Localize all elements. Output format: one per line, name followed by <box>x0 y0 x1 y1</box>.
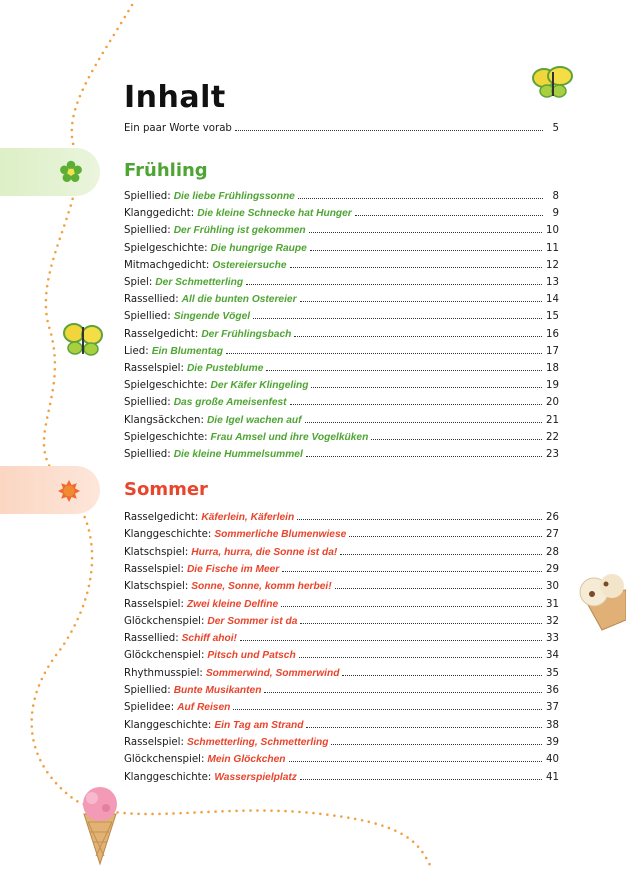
toc-entry-title: All die bunten Ostereier <box>181 294 297 306</box>
toc-entry-page: 15 <box>546 311 559 323</box>
summer-toc-entry[interactable] <box>124 529 559 546</box>
toc-entry-page: 31 <box>546 598 559 610</box>
toc-entry-label: Ein paar Worte vorab <box>124 123 232 134</box>
toc-entry-title: Der Sommer ist da <box>207 615 298 627</box>
toc-entry-label: Klanggeschichte: <box>124 719 212 731</box>
spring-toc-entry[interactable] <box>124 363 559 380</box>
toc-entry-page: 41 <box>546 771 559 783</box>
toc-entry-label: Glöckchenspiel: <box>124 754 205 766</box>
toc-entry-title: Der Frühling ist gekommen <box>173 225 306 237</box>
leader-dots <box>300 301 542 302</box>
toc-entry-label: Spielgeschichte: <box>124 431 208 443</box>
toc-entry-title: Sommerwind, Sommerwind <box>205 667 340 679</box>
toc-entry-label: Klangsäckchen: <box>124 414 204 426</box>
toc-entry-label: Klatschspiel: <box>124 546 189 558</box>
summer-toc-entry[interactable] <box>124 737 559 754</box>
leader-dots <box>309 232 542 233</box>
leader-dots <box>331 744 542 745</box>
summer-toc-entry[interactable] <box>124 599 559 616</box>
toc-entry-label: Rasselspiel: <box>124 736 184 748</box>
toc-entry-title: Die Fische im Meer <box>186 563 280 575</box>
toc-entry-title: Der Schmetterling <box>155 277 244 288</box>
toc-entry-page: 19 <box>546 380 559 392</box>
toc-entry-label: Glöckchenspiel: <box>124 650 205 662</box>
toc-entry-page: 23 <box>546 449 559 460</box>
toc-entry-title: Sonne, Sonne, komm herbei! <box>191 581 332 593</box>
leader-dots <box>311 387 542 388</box>
toc-entry-title: Ostereiersuche <box>212 259 287 271</box>
leader-dots <box>342 675 542 676</box>
ice-cream-illustration-bottom <box>78 786 122 866</box>
toc-entry-page: 39 <box>546 736 559 748</box>
toc-entry-page: 36 <box>546 685 559 696</box>
spring-toc-entry[interactable] <box>124 329 559 346</box>
toc-entry-label: Spielidee: <box>124 702 175 714</box>
toc-entry-title: Bunte Musikanten <box>173 685 262 696</box>
toc-entry-title: Auf Reisen <box>177 702 231 714</box>
toc-entry-page: 35 <box>546 667 559 679</box>
leader-dots <box>226 353 542 354</box>
leader-dots <box>290 404 542 405</box>
toc-entry-label: Glöckchenspiel: <box>124 615 205 627</box>
toc-entry-title: Singende Vögel <box>173 311 251 323</box>
summer-toc-entry[interactable] <box>124 772 559 789</box>
leader-dots <box>246 284 542 285</box>
leader-dots <box>299 657 542 658</box>
toc-entry-label: Spiel: <box>124 277 153 288</box>
toc-entry-label: Spiellied: <box>124 397 171 409</box>
toc-entry-title: Die Igel wachen auf <box>206 414 302 426</box>
toc-entry-title: Sommerliche Blumenwiese <box>214 529 347 541</box>
toc-entry-page: 13 <box>546 277 559 288</box>
flower-icon <box>0 148 100 196</box>
toc-entry-title: Pitsch und Patsch <box>207 650 296 662</box>
leader-dots <box>306 456 542 457</box>
toc-entry-title: Wasserspielplatz <box>214 771 297 783</box>
spring-toc-entry[interactable] <box>124 311 559 328</box>
leader-dots <box>306 727 542 728</box>
toc-entry-label: Lied: <box>124 345 149 357</box>
spring-toc-entry[interactable] <box>124 397 559 414</box>
toc-entry-label: Klanggeschichte: <box>124 771 212 783</box>
summer-toc-entry[interactable] <box>124 581 559 598</box>
toc-entry-label: Rasselspiel: <box>124 598 184 610</box>
leader-dots <box>298 198 543 199</box>
toc-entry-page: 34 <box>546 650 559 662</box>
toc-entry-page: 40 <box>546 754 559 766</box>
toc-entry-page: 37 <box>546 702 559 714</box>
toc-entry-intro[interactable] <box>124 123 559 140</box>
toc-entry-label: Rassellied: <box>124 633 179 645</box>
summer-toc-entry[interactable] <box>124 685 559 702</box>
toc-entry-title: Die kleine Schnecke hat Hunger <box>197 208 352 220</box>
toc-entry-label: Rasselgedicht: <box>124 512 199 523</box>
summer-section-tab <box>0 466 100 514</box>
spring-toc-entry[interactable] <box>124 191 559 208</box>
toc-entry-label: Rasselgedicht: <box>124 328 199 340</box>
spring-toc-entry[interactable] <box>124 432 559 449</box>
toc-entry-label: Spiellied: <box>124 225 171 237</box>
toc-entry-page: 17 <box>546 345 559 357</box>
summer-toc-entry[interactable] <box>124 754 559 771</box>
toc-entry-title: Ein Tag am Strand <box>214 719 304 731</box>
toc-entry-page: 8 <box>552 191 559 202</box>
toc-entry-title: Das große Ameisenfest <box>173 397 287 409</box>
summer-toc-entry[interactable] <box>124 650 559 667</box>
toc-entry-page: 9 <box>552 208 559 220</box>
spring-toc-entry[interactable] <box>124 277 559 294</box>
toc-entry-label: Spielgeschichte: <box>124 380 208 392</box>
toc-entry-label: Rasselspiel: <box>124 563 184 575</box>
toc-entry-label: Rassellied: <box>124 294 179 306</box>
toc-entry-page: 10 <box>546 225 559 237</box>
toc-entry-page: 26 <box>546 512 559 523</box>
summer-toc-entry[interactable] <box>124 547 559 564</box>
leader-dots <box>300 779 542 780</box>
spring-toc-entry[interactable] <box>124 449 559 466</box>
spring-toc-entry[interactable] <box>124 243 559 260</box>
toc-entry-label: Klanggeschichte: <box>124 529 212 541</box>
toc-entry-page: 38 <box>546 719 559 731</box>
leader-dots <box>266 370 542 371</box>
toc-entry-title: Mein Glöckchen <box>207 754 286 766</box>
toc-entry-label: Spiellied: <box>124 311 171 323</box>
toc-entry-title: Die Pusteblume <box>186 363 264 374</box>
summer-toc-entry[interactable] <box>124 702 559 719</box>
summer-toc-entry[interactable] <box>124 564 559 581</box>
toc-entry-page: 22 <box>546 431 559 443</box>
toc-entry-page: 5 <box>552 123 559 134</box>
toc-entry-page: 12 <box>546 259 559 271</box>
leader-dots <box>290 267 542 268</box>
summer-toc-entry[interactable] <box>124 720 559 737</box>
toc-entry-title: Der Käfer Klingeling <box>210 380 309 392</box>
spring-toc-entry[interactable] <box>124 260 559 277</box>
leader-dots <box>297 519 542 520</box>
leader-dots <box>300 623 542 624</box>
spring-toc-entry[interactable] <box>124 208 559 225</box>
summer-toc-entry[interactable] <box>124 633 559 650</box>
toc-entry-title: Frau Amsel und ihre Vogelküken <box>210 431 369 443</box>
summer-toc-entry[interactable] <box>124 668 559 685</box>
toc-entry-label: Spiellied: <box>124 449 171 460</box>
leader-dots <box>282 571 542 572</box>
toc-entry-title: Käferlein, Käferlein <box>201 512 295 523</box>
spring-toc-entry[interactable] <box>124 380 559 397</box>
toc-entry-page: 29 <box>546 563 559 575</box>
spring-toc-entry[interactable] <box>124 415 559 432</box>
leader-dots <box>240 640 542 641</box>
leader-dots <box>355 215 543 216</box>
toc-entry-title: Hurra, hurra, die Sonne ist da! <box>191 546 338 558</box>
summer-heading: Sommer <box>124 479 208 500</box>
toc-entry-label: Spielgeschichte: <box>124 242 208 254</box>
leader-dots <box>371 439 542 440</box>
toc-entry-page: 30 <box>546 581 559 593</box>
toc-entry-label: Mitmachgedicht: <box>124 259 210 271</box>
butterfly-illustration-top <box>532 66 574 100</box>
toc-entry-label: Rasselspiel: <box>124 363 184 374</box>
toc-entry-page: 11 <box>546 242 559 254</box>
leader-dots <box>310 250 542 251</box>
leader-dots <box>335 588 542 589</box>
toc-entry-title: Schmetterling, Schmetterling <box>186 736 329 748</box>
toc-entry-page: 21 <box>546 414 559 426</box>
leader-dots <box>233 709 542 710</box>
summer-toc-entry[interactable] <box>124 616 559 633</box>
spring-heading: Frühling <box>124 160 208 181</box>
summer-toc-entry[interactable] <box>124 512 559 529</box>
leader-dots <box>235 130 543 131</box>
toc-entry-page: 14 <box>546 294 559 306</box>
toc-entry-label: Spiellied: <box>124 191 171 202</box>
sun-icon <box>0 466 100 514</box>
toc-entry-title: Die kleine Hummelsummel <box>173 449 303 460</box>
toc-entry-page: 27 <box>546 529 559 541</box>
toc-entry-title: Der Frühlingsbach <box>201 328 292 340</box>
toc-entry-title: Die hungrige Raupe <box>210 242 307 254</box>
toc-entry-page: 33 <box>546 633 559 645</box>
toc-entry-title: Die liebe Frühlingssonne <box>173 191 295 202</box>
leader-dots <box>253 318 542 319</box>
butterfly-illustration-middle <box>62 322 104 358</box>
spring-toc-entry[interactable] <box>124 225 559 242</box>
leader-dots <box>264 692 542 693</box>
leader-dots <box>289 761 543 762</box>
ice-cream-illustration-right <box>572 572 626 632</box>
toc-entry-page: 18 <box>546 363 559 374</box>
leader-dots <box>349 536 542 537</box>
toc-entry-label: Rhythmusspiel: <box>124 667 203 679</box>
leader-dots <box>340 554 542 555</box>
spring-toc-entry[interactable] <box>124 294 559 311</box>
spring-toc-entry[interactable] <box>124 346 559 363</box>
toc-entry-title: Ein Blumentag <box>151 345 224 357</box>
toc-entry-page: 28 <box>546 546 559 558</box>
page-title: Inhalt <box>124 80 226 115</box>
spring-section-tab <box>0 148 100 196</box>
toc-entry-page: 16 <box>546 328 559 340</box>
leader-dots <box>294 336 542 337</box>
toc-entry-page: 20 <box>546 397 559 409</box>
leader-dots <box>305 422 543 423</box>
toc-entry-label: Klatschspiel: <box>124 581 189 593</box>
toc-entry-title: Zwei kleine Delfine <box>186 598 279 610</box>
toc-entry-label: Klanggedicht: <box>124 208 195 220</box>
toc-entry-label: Spiellied: <box>124 685 171 696</box>
leader-dots <box>281 606 542 607</box>
toc-entry-title: Schiff ahoi! <box>181 633 237 645</box>
toc-entry-page: 32 <box>546 615 559 627</box>
